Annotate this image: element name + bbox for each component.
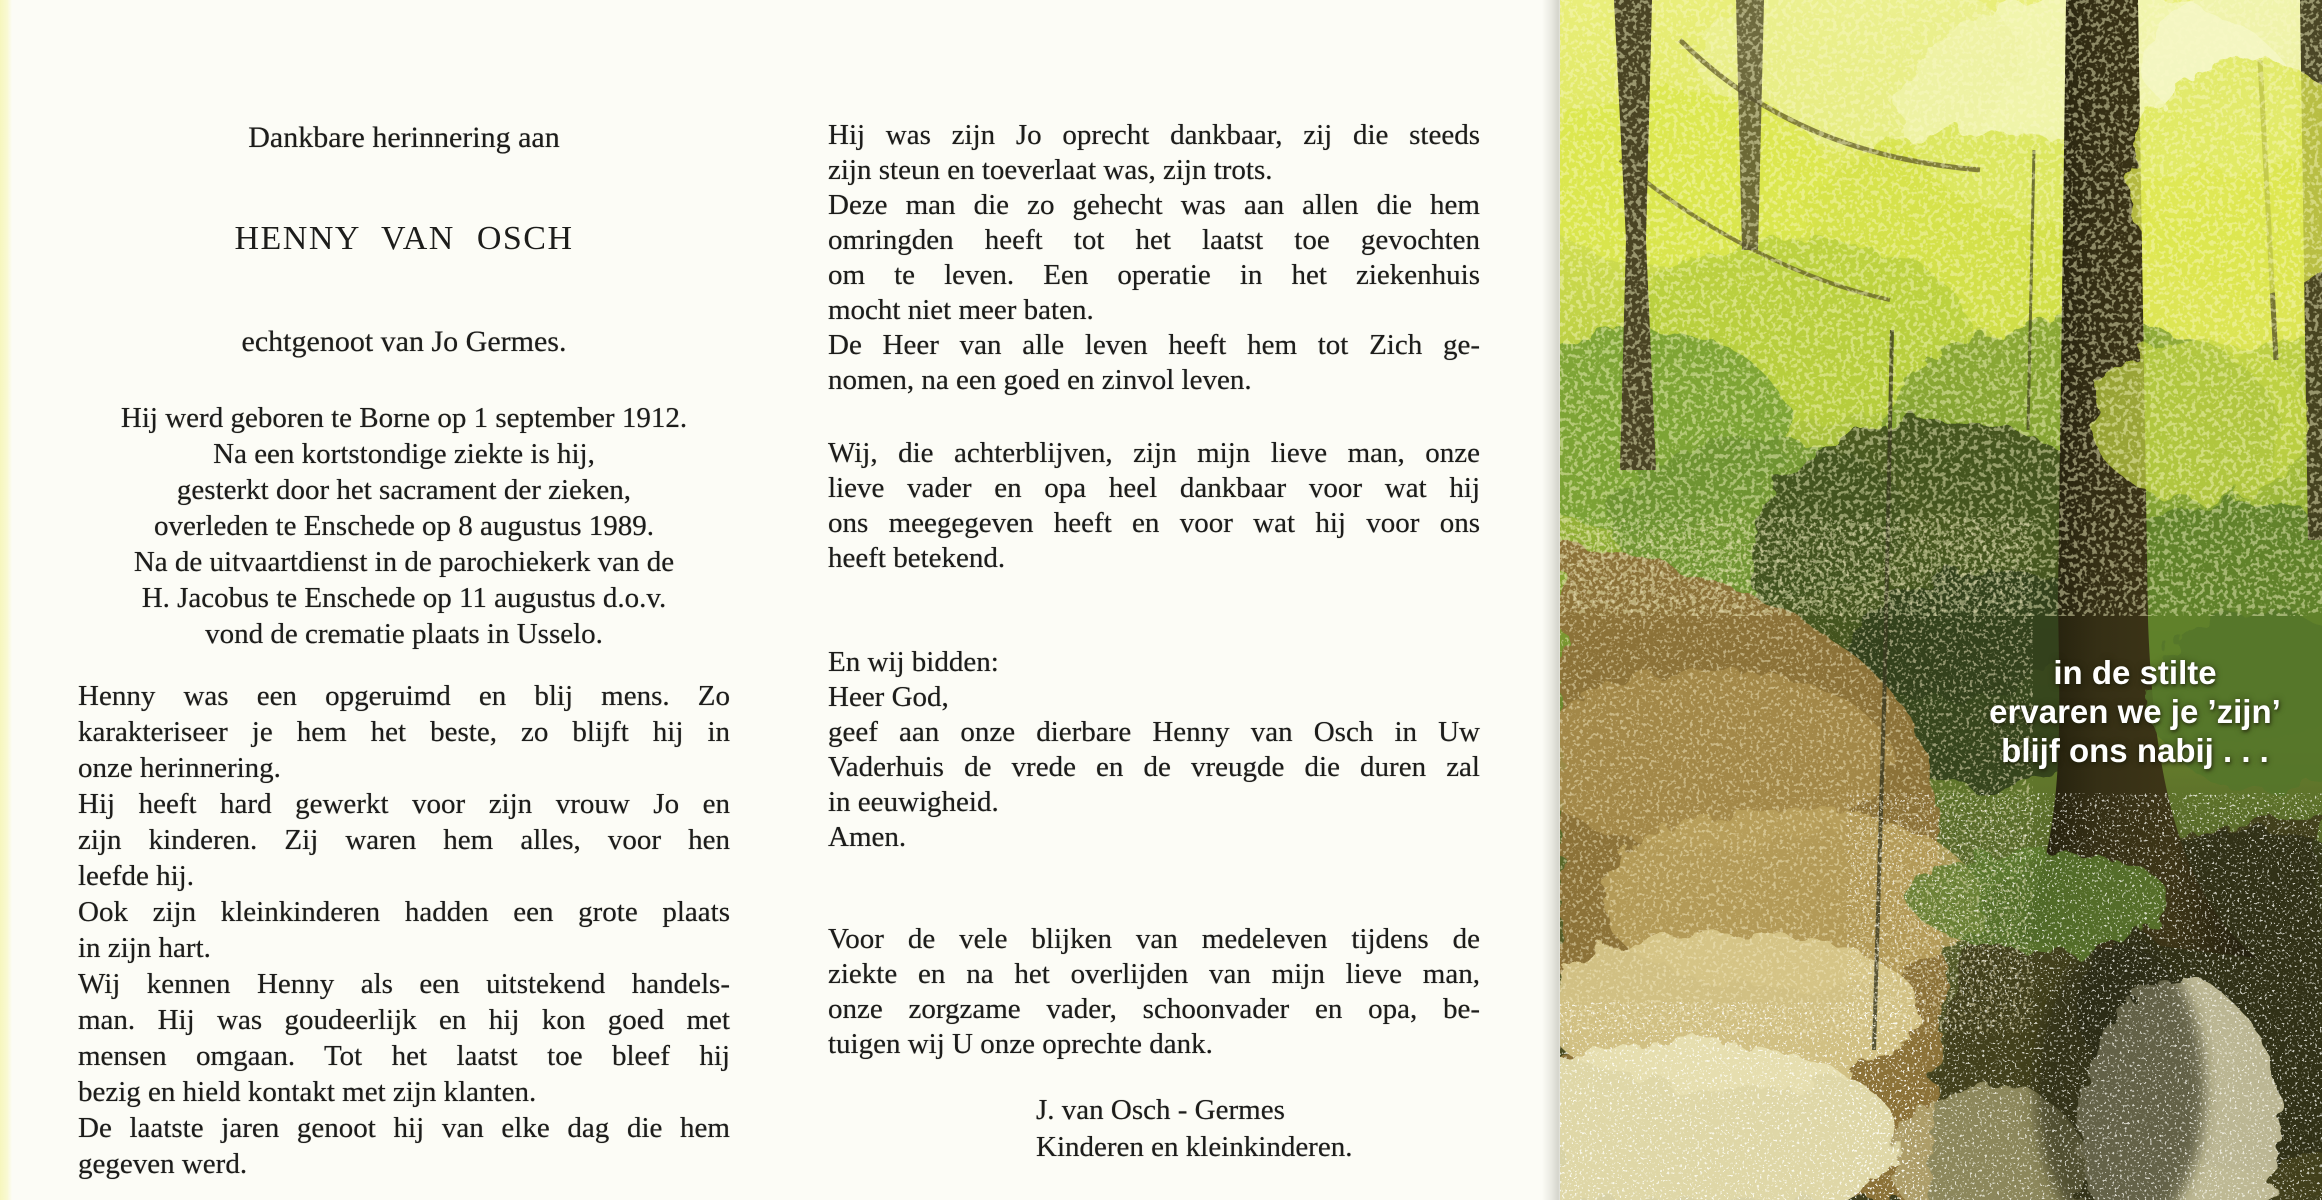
text-line: Heer God, [828,681,949,713]
signature-line: J. van Osch - Germes [1036,1094,1285,1126]
text-line: heeft betekend. [828,542,1006,574]
quote-line: ervaren we je ’zijn’ [1989,693,2281,730]
text-line: leefde hij. [78,860,194,892]
quote-line: in de stilte [2053,654,2217,691]
autumn-forest-photo [1560,0,2322,1200]
text-line: gesterkt door het sacrament der zieken, [176,474,632,506]
text-line: zijn steun en toeverlaat was, zijn trots. [828,154,1273,186]
biography-paragraph [78,400,730,652]
text-line: ziekte en na het overlijden van mijn lieve man, [828,958,1480,990]
text-line: omringden heeft tot het laatst toe gevochten [828,224,1480,256]
text-line: Wij kennen Henny als een uitstekend handels- [78,968,730,1000]
text-line: lieve vader en opa heel dankbaar voor wat hij [828,472,1480,504]
text-line: H. Jacobus te Enschede op 11 augustus d.o.v. [141,582,667,614]
signature-block [828,1092,1480,1166]
fold-shadow [1542,0,1562,1200]
text-line: mensen omgaan. Tot het laatst toe bleef hij [78,1040,730,1072]
tribute-paragraph [828,118,1480,398]
text-line: geef aan onze dierbare Henny van Osch in Uw [828,716,1480,748]
text-line: Henny was een opgeruimd en blij mens. Zo [78,680,730,712]
text-line: vond de crematie plaats in Usselo. [205,618,603,650]
prayer-paragraph [828,645,1480,855]
text-line: De laatste jaren genoot hij van elke dag die hem [78,1112,730,1144]
photo-panel [1560,0,2322,1200]
relation-line: echtgenoot van Jo Germes. [241,325,567,358]
thanks-paragraph [828,922,1480,1062]
text-line: onze zorgzame vader, schoonvader en opa, be- [828,993,1480,1025]
quote-line: blijf ons nabij . . . [2001,732,2269,769]
text-line: Hij heeft hard gewerkt voor zijn vrouw Jo en [78,788,730,820]
text-line: De Heer van alle leven heeft hem tot Zich ge- [828,329,1480,361]
text-line: En wij bidden: [828,646,999,678]
text-line: Na een kortstondige ziekte is hij, [213,438,595,470]
text-line: om te leven. Een operatie in het ziekenhuis [828,259,1480,291]
text-line: Hij werd geboren te Borne op 1 september 1912. [120,402,688,434]
scan-edge-strip [0,0,12,1200]
text-line: Hij was zijn Jo oprecht dankbaar, zij die steeds [828,119,1480,151]
text-line: ons meegegeven heeft en voor wat hij voor ons [828,507,1480,539]
text-line: in eeuwigheid. [828,786,999,818]
memories-paragraph [78,678,730,1182]
photo-overlay-quote [1955,653,2315,770]
text-line: bezig en hield kontakt met zijn klanten. [78,1076,537,1108]
deceased-name: HENNY VAN OSCH [234,220,574,257]
text-line: Na de uitvaartdienst in de parochiekerk van de [133,546,675,578]
text-line: Voor de vele blijken van medeleven tijdens de [828,923,1480,955]
signature-line: Kinderen en kleinkinderen. [1036,1131,1353,1163]
text-line: tuigen wij U onze oprechte dank. [828,1028,1213,1060]
text-line: in zijn hart. [78,932,211,964]
text-line: Deze man die zo gehecht was aan allen die hem [828,189,1480,221]
text-line: karakteriseer je hem het beste, zo blijft hij in [78,716,730,748]
text-line: man. Hij was goudeerlijk en hij kon goed met [78,1004,730,1036]
text-line: mocht niet meer baten. [828,294,1094,326]
text-line: zijn kinderen. Zij waren hem alles, voor hen [78,824,730,856]
text-line: overleden te Enschede op 8 augustus 1989. [153,510,655,542]
text-line: Amen. [828,821,907,853]
text-line: Ook zijn kleinkinderen hadden een grote plaats [78,896,730,928]
text-line: Wij, die achterblijven, zijn mijn lieve man, onze [828,437,1480,469]
text-line: gegeven werd. [78,1148,248,1180]
text-line: Vaderhuis de vrede en de vreugde die duren zal [828,751,1480,783]
dedication-line: Dankbare herinnering aan [248,121,560,154]
text-line: nomen, na een goed en zinvol leven. [828,364,1252,396]
text-line: onze herinnering. [78,752,281,784]
family-paragraph [828,436,1480,576]
